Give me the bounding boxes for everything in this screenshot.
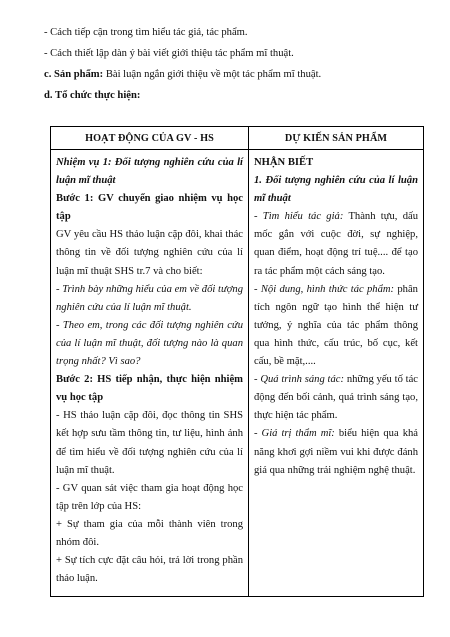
product-line: [44, 64, 414, 85]
header-expected-product: DỰ KIẾN SẢN PHẨM: [249, 127, 424, 150]
step1-title: Bước 1: GV chuyển giao nhiệm vụ học tập: [56, 193, 243, 223]
product-item-content-form: - Nội dung, hình thức tác phẩm: phân tích ngôn ngữ tạo hình thể hiện tư tưởng, ý nghĩa của tác phẩm thông qua hình thức, cấu trúc, bố cục, kết cấu, bề mặt,....: [254, 283, 418, 368]
step2-paragraph-2: - GV quan sát việc tham gia hoạt động học tập trên lớp của HS:: [56, 482, 243, 512]
question-1: - Trình bày những hiểu của em về đối tượng nghiên cứu của lí luận mĩ thuật.: [56, 283, 243, 313]
intro-line-1: - Cách tiếp cận trong tìm hiểu tác giả, tác phẩm.: [44, 27, 248, 38]
product-item-aesthetic-value: - Giá trị thẩm mĩ: biểu hiện qua khả năng khơi gợi niềm vui khi được đánh giá qua những trải nghiệm nghệ thuật.: [254, 428, 418, 476]
step2-paragraph-1: - HS thảo luận cặp đôi, đọc thông tin SHS kết hợp sưu tầm thông tin, tư liệu, hình ảnh để tìm hiểu về đối tượng nghiên cứu của lí luận mĩ thuật.: [56, 410, 243, 476]
header-teacher-student-activity: HOẠT ĐỘNG CỦA GV - HS: [51, 127, 249, 150]
organization-line: [44, 85, 414, 106]
product-label: c. Sản phẩm:: [44, 69, 104, 80]
step2-title: Bước 2: HS tiếp nhận, thực hiện nhiệm vụ học tập: [56, 374, 243, 404]
step2-paragraph-4: + Sự tích cực đặt câu hỏi, trả lời trong phần thảo luận.: [56, 555, 243, 585]
question-2: - Theo em, trong các đối tượng nghiên cứu của lí luận mĩ thuật, đối tượng nào là quan trọng nhất? Vì sao?: [56, 319, 243, 368]
recognition-heading: NHẬN BIẾT: [254, 157, 314, 168]
table-row: [51, 150, 424, 597]
intro-line-2: - Cách thiết lập dàn ý bài viết giới thiệu tác phẩm mĩ thuật.: [44, 48, 294, 59]
section-title: 1. Đối tượng nghiên cứu của lí luận mĩ thuật: [254, 175, 418, 205]
intro-section: [44, 22, 414, 106]
step1-text: GV yêu cầu HS thảo luận cặp đôi, khai thác thông tin về đối tượng nghiên cứu của lí luận mĩ thuật SHS tr.7 và cho biết:: [56, 229, 243, 277]
activity-cell: [51, 150, 249, 597]
product-item-creation-process: - Quá trình sáng tác: những yếu tố tác động đến bối cảnh, quá trình sáng tạo, thực hiện tác phẩm.: [254, 374, 419, 422]
product-cell: [249, 150, 424, 597]
step2-paragraph-3: + Sự tham gia của mỗi thành viên trong nhóm đôi.: [56, 518, 243, 548]
organization-label: d. Tổ chức thực hiện:: [44, 90, 141, 101]
activity-table: [50, 126, 424, 597]
task-title: Nhiệm vụ 1: Đối tượng nghiên cứu của lí luận mĩ thuật: [56, 157, 243, 187]
product-item-author: - Tìm hiểu tác giả: Thành tựu, dấu mốc gắn với cuộc đời, sự nghiệp, quan điểm, hoạt động trí tuệ.... để tạo ra tác phẩm một cách sáng tạo.: [254, 211, 419, 277]
product-text: Bài luận ngắn giới thiệu về một tác phẩm mĩ thuật.: [103, 69, 322, 80]
table-header-row: [51, 127, 424, 150]
